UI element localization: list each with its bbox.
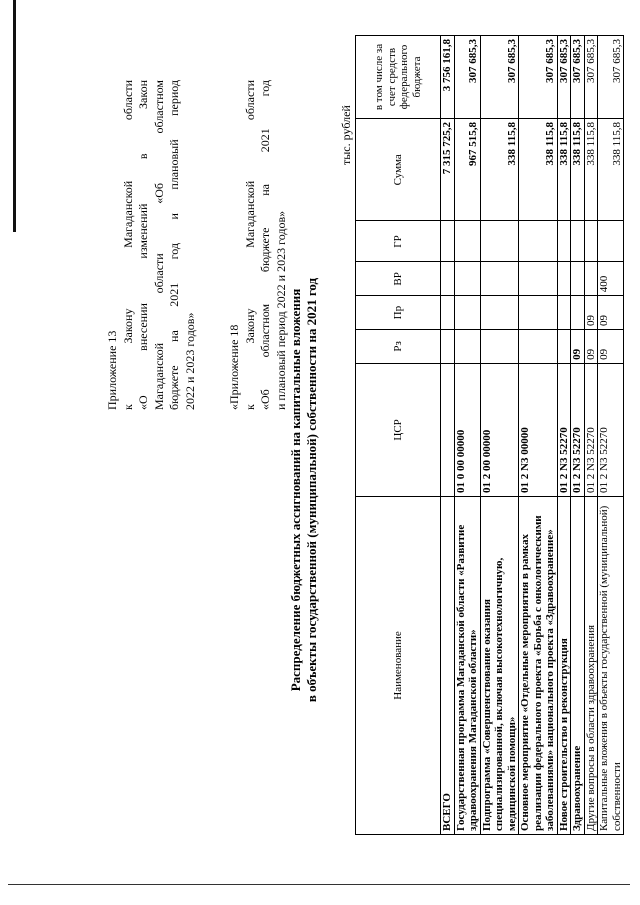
cell-vr bbox=[519, 262, 558, 296]
cell-pr bbox=[557, 296, 571, 330]
cell-pr bbox=[441, 296, 455, 330]
cell-name: Подпрограмма «Совершенствование оказания специализированной, включая высокотехнологичную, медицинской помощи» bbox=[480, 496, 519, 834]
cell-rz bbox=[480, 330, 519, 364]
cell-rz bbox=[557, 330, 571, 364]
cell-csr: 01 2 00 00000 bbox=[480, 363, 519, 496]
document-title bbox=[288, 190, 320, 790]
budget-table bbox=[355, 35, 624, 835]
rotated-document-page bbox=[65, 30, 640, 880]
cell-pr: 09 bbox=[584, 296, 598, 330]
cell-gr bbox=[454, 221, 480, 262]
cell-federal: 307 685,3 bbox=[571, 36, 585, 119]
appendix-13-line: Приложение 13 bbox=[105, 330, 119, 410]
header-rz: Рз bbox=[356, 330, 441, 364]
unit-label: тыс. рублей bbox=[339, 105, 353, 165]
cell-name: Капитальные вложения в объекты государственной (муниципальной) собственности bbox=[598, 496, 624, 834]
cell-gr bbox=[441, 221, 455, 262]
table-row bbox=[519, 36, 558, 835]
cell-sum: 338 115,8 bbox=[557, 119, 571, 221]
header-pr: Пр bbox=[356, 296, 441, 330]
appendix-18-line: и плановый период 2022 и 2023 годов» bbox=[273, 210, 288, 410]
cell-vr: 400 bbox=[598, 262, 624, 296]
cell-sum: 338 115,8 bbox=[584, 119, 598, 221]
cell-sum: 338 115,8 bbox=[571, 119, 585, 221]
cell-csr: 01 2 N3 52270 bbox=[557, 363, 571, 496]
table-row bbox=[598, 36, 624, 835]
cell-rz bbox=[454, 330, 480, 364]
header-sum: Сумма bbox=[356, 119, 441, 221]
cell-pr bbox=[454, 296, 480, 330]
cell-vr bbox=[480, 262, 519, 296]
cell-pr: 09 bbox=[598, 296, 624, 330]
cell-rz: 09 bbox=[571, 330, 585, 364]
cell-rz: 09 bbox=[598, 330, 624, 364]
left-margin-bar bbox=[13, 0, 16, 232]
cell-csr: 01 2 N3 52270 bbox=[598, 363, 624, 496]
title-line-1: Распределение бюджетных ассигнований на капитальные вложения bbox=[288, 288, 303, 692]
header-gr: ГР bbox=[356, 221, 441, 262]
appendix-18-header bbox=[227, 80, 289, 410]
cell-federal: 307 685,3 bbox=[598, 36, 624, 119]
cell-csr: 01 2 N3 52270 bbox=[571, 363, 585, 496]
cell-name: Новое строительство и реконструкция bbox=[557, 496, 571, 834]
header-csr: ЦСР bbox=[356, 363, 441, 496]
cell-name: Государственная программа Магаданской области «Развитие здравоохранения Магаданской области» bbox=[454, 496, 480, 834]
appendix-13-line: к Закону Магаданской области bbox=[120, 80, 135, 410]
cell-csr: 01 0 00 00000 bbox=[454, 363, 480, 496]
cell-csr: 01 2 N3 52270 bbox=[584, 363, 598, 496]
cell-gr bbox=[571, 221, 585, 262]
cell-sum: 338 115,8 bbox=[598, 119, 624, 221]
appendix-13-header bbox=[105, 80, 198, 410]
cell-sum: 338 115,8 bbox=[519, 119, 558, 221]
cell-sum: 338 115,8 bbox=[480, 119, 519, 221]
cell-pr bbox=[519, 296, 558, 330]
cell-gr bbox=[557, 221, 571, 262]
table-row bbox=[557, 36, 571, 835]
appendix-18-line: к Закону Магаданской области bbox=[242, 80, 257, 410]
header-name: Наименование bbox=[356, 496, 441, 834]
cell-gr bbox=[480, 221, 519, 262]
table-row bbox=[441, 36, 455, 835]
cell-vr bbox=[454, 262, 480, 296]
cell-vr bbox=[571, 262, 585, 296]
cell-federal: 3 756 161,8 bbox=[441, 36, 455, 119]
appendix-18-line: «Об областном бюджете на 2021 год bbox=[258, 80, 272, 410]
cell-federal: 307 685,3 bbox=[519, 36, 558, 119]
cell-gr bbox=[584, 221, 598, 262]
cell-vr bbox=[584, 262, 598, 296]
cell-rz: 09 bbox=[584, 330, 598, 364]
cell-rz bbox=[519, 330, 558, 364]
cell-vr bbox=[557, 262, 571, 296]
table-row bbox=[454, 36, 480, 835]
cell-federal: 307 685,3 bbox=[584, 36, 598, 119]
table-row bbox=[571, 36, 585, 835]
cell-name: Основное мероприятие «Отдельные мероприятия в рамках реализации федерального проекта «Борьба с онкологическими заболеваниями» национального проекта «Здравоохранение» bbox=[519, 496, 558, 834]
cell-csr: 01 2 N3 00000 bbox=[519, 363, 558, 496]
cell-pr bbox=[571, 296, 585, 330]
cell-sum: 7 315 725,2 bbox=[441, 119, 455, 221]
header-federal: в том числе за счет средств федерального бюджета bbox=[356, 36, 441, 119]
cell-rz bbox=[441, 330, 455, 364]
cell-sum: 967 515,8 bbox=[454, 119, 480, 221]
appendix-13-line: 2022 и 2023 годов» bbox=[182, 312, 197, 410]
cell-gr bbox=[519, 221, 558, 262]
table-row bbox=[584, 36, 598, 835]
table-header-row bbox=[356, 36, 441, 835]
table-row bbox=[480, 36, 519, 835]
cell-name: Другие вопросы в области здравоохранения bbox=[584, 496, 598, 834]
cell-pr bbox=[480, 296, 519, 330]
appendix-13-line: «О внесении изменений в Закон bbox=[136, 80, 150, 410]
cell-federal: 307 685,3 bbox=[480, 36, 519, 119]
cell-federal: 307 685,3 bbox=[454, 36, 480, 119]
appendix-13-line: Магаданской области «Об областном bbox=[151, 80, 166, 410]
cell-federal: 307 685,3 bbox=[557, 36, 571, 119]
appendix-18-line: «Приложение 18 bbox=[227, 324, 241, 410]
cell-csr bbox=[441, 363, 455, 496]
cell-name: Здравоохранение bbox=[571, 496, 585, 834]
header-vr: ВР bbox=[356, 262, 441, 296]
cell-name: ВСЕГО bbox=[441, 496, 455, 834]
cell-gr bbox=[598, 221, 624, 262]
appendix-13-line: бюджете на 2021 год и плановый период bbox=[167, 80, 181, 410]
bottom-rule bbox=[8, 884, 630, 885]
title-line-2: в объекты государственной (муниципальной) собственности на 2021 год bbox=[304, 277, 319, 703]
cell-vr bbox=[441, 262, 455, 296]
